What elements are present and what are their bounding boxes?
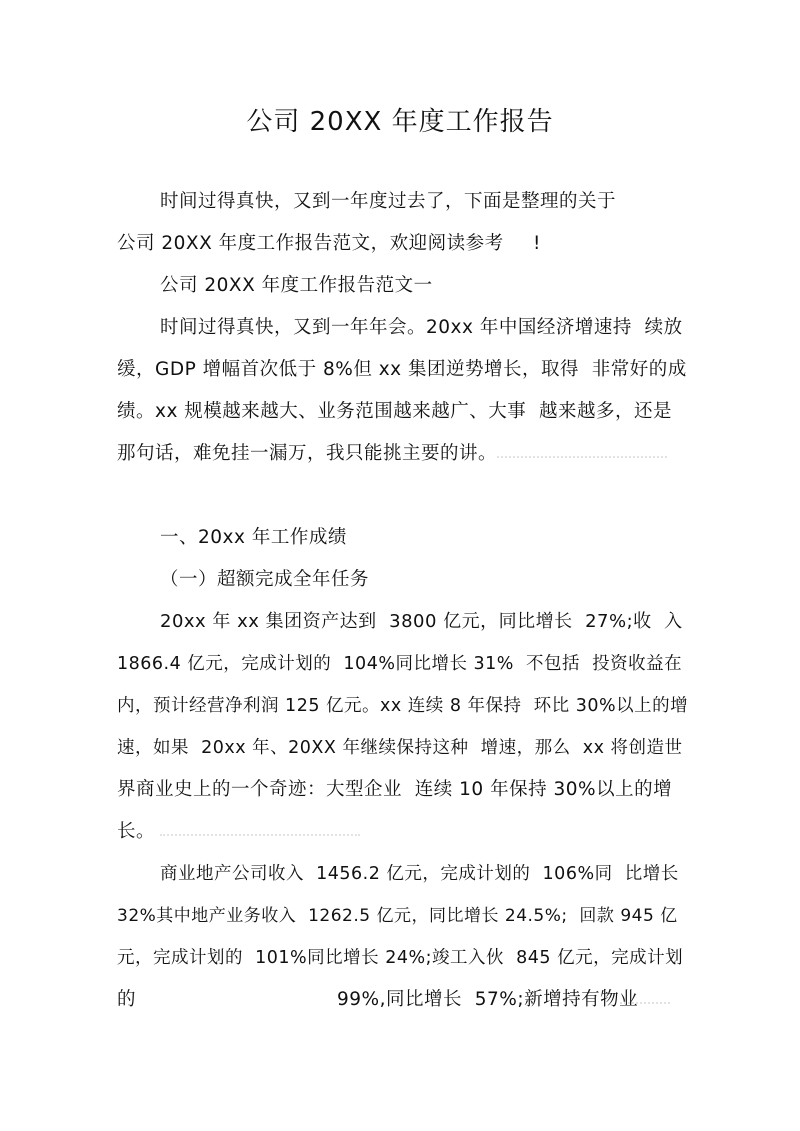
paragraph-3-line-2: 32%其中地产业务收入 1262.5 亿元，同比增长 24.5%; 回款 945 亿 [117,906,678,926]
paragraph-2-line-2: 1866.4 亿元，完成计划的 104%同比增长 31% 不包括 投资收益在 [117,654,683,674]
dot-leader [497,456,667,458]
heading-level-2: （一）超额完成全年任务 [160,569,370,590]
paragraph-3-line-3: 元，完成计划的 101%同比增长 24%;竣工入伙 845 亿元，完成计划 [117,948,684,968]
dot-leader [160,834,360,836]
paragraph-2-line-4: 速，如果 20xx 年、20XX 年继续保持这种 增速，那么 xx 将创造世 [117,738,683,758]
intro-line-2: 公司 20XX 年度工作报告范文，欢迎阅读参考 [117,233,504,254]
intro-line-1: 时间过得真快，又到一年度过去了，下面是整理的关于 [160,191,617,212]
paragraph-2-line-1: 20xx 年 xx 集团资产达到 3800 亿元，同比增长 27%;收 入 [160,611,683,632]
document-title: 公司 20XX 年度工作报告 [246,107,554,137]
paragraph-1-line-4: 那句话，难免挂一漏万，我只能挑主要的讲。 [117,443,498,464]
section-subtitle: 公司 20XX 年度工作报告范文一 [160,275,433,296]
paragraph-3-line-4: 的 [117,989,137,1010]
paragraph-1-line-1: 时间过得真快，又到一年年会。20xx 年中国经济增速持 续放 [160,317,683,338]
dot-leader [620,1002,670,1004]
paragraph-3-line-1: 商业地产公司收入 1456.2 亿元，完成计划的 106%同 比增长 [160,864,679,884]
paragraph-2-line-3: 内，预计经营净利润 125 亿元。xx 连续 8 年保持 环比 30%以上的增 [117,696,689,716]
intro-exclamation: ! [533,233,541,254]
paragraph-2-line-6: 长。 [117,821,156,842]
paragraph-1-line-3: 绩。xx 规模越来越大、业务范围越来越广、大事 越来越多，还是 [117,401,673,422]
paragraph-1-line-2: 缓，GDP 增幅首次低于 8%但 xx 集团逆势增长，取得 非常好的成 [117,359,687,380]
paragraph-3-line-4-continued: 99%,同比增长 57%;新增持有物业 [337,989,639,1010]
paragraph-2-line-5: 界商业史上的一个奇迹：大型企业 连续 10 年保持 30%以上的增 [117,779,673,800]
heading-level-1: 一、20xx 年工作成绩 [160,527,347,548]
